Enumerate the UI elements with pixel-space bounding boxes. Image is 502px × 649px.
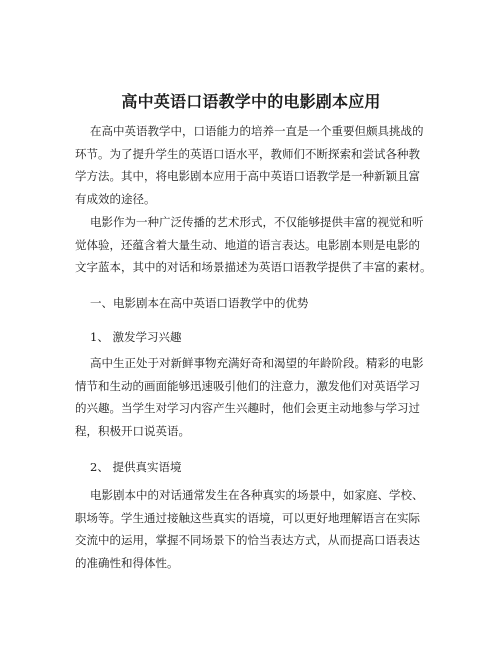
subsection-heading-context: 2、 提供真实语境 — [90, 460, 182, 474]
paragraph-line: 程，积极开口说英语。 — [75, 423, 190, 438]
film-paragraph — [75, 211, 445, 279]
paragraph-line: 交流中的运用，掌握不同场景下的恰当表达方式，从而提高口语表达 — [75, 533, 420, 547]
paragraph-line: 电影作为一种广泛传播的艺术形式，不仅能够提供丰富的视觉和听 — [90, 215, 424, 229]
paragraph-line: 学方法。其中，将电影剧本应用于高中英语口语教学是一种新颖且富 — [75, 169, 420, 183]
paragraph-line: 的兴趣。当学生对学习内容产生兴趣时，他们会更主动地参与学习过 — [75, 401, 420, 415]
paragraph-line: 有成效的途径。 — [75, 191, 156, 206]
interest-paragraph — [75, 352, 445, 442]
paragraph-line: 在高中英语教学中，口语能力的培养一直是一个重要但颇具挑战的 — [90, 124, 424, 138]
paragraph-line: 电影剧本中的对话通常发生在各种真实的场景中，如家庭、学校、 — [90, 488, 424, 502]
paragraph-line: 觉体验，还蕴含着大量生动、地道的语言表达。电影剧本则是电影的 — [75, 237, 420, 252]
document-title: 高中英语口语教学中的电影剧本应用 — [121, 92, 381, 111]
paragraph-line: 环节。为了提升学生的英语口语水平，教师们不断探索和尝试各种教 — [75, 146, 420, 161]
paragraph-line: 高中生正处于对新鲜事物充满好奇和渴望的年龄阶段。精彩的电影 — [90, 356, 424, 370]
paragraph-line: 职场等。学生通过接触这些真实的语境，可以更好地理解语言在实际 — [75, 510, 420, 525]
subsection-heading-interest: 1、 激发学习兴趣 — [90, 330, 182, 344]
context-paragraph — [75, 484, 445, 574]
paragraph-line: 文字蓝本，其中的对话和场景描述为英语口语教学提供了丰富的素材。 — [75, 260, 432, 274]
section-heading: 一、电影剧本在高中英语口语教学中的优势 — [90, 296, 309, 310]
paragraph-line: 的准确性和得体性。 — [75, 555, 179, 570]
intro-paragraph — [75, 120, 445, 210]
paragraph-line: 情节和生动的画面能够迅速吸引他们的注意力，激发他们对英语学习 — [75, 378, 420, 393]
